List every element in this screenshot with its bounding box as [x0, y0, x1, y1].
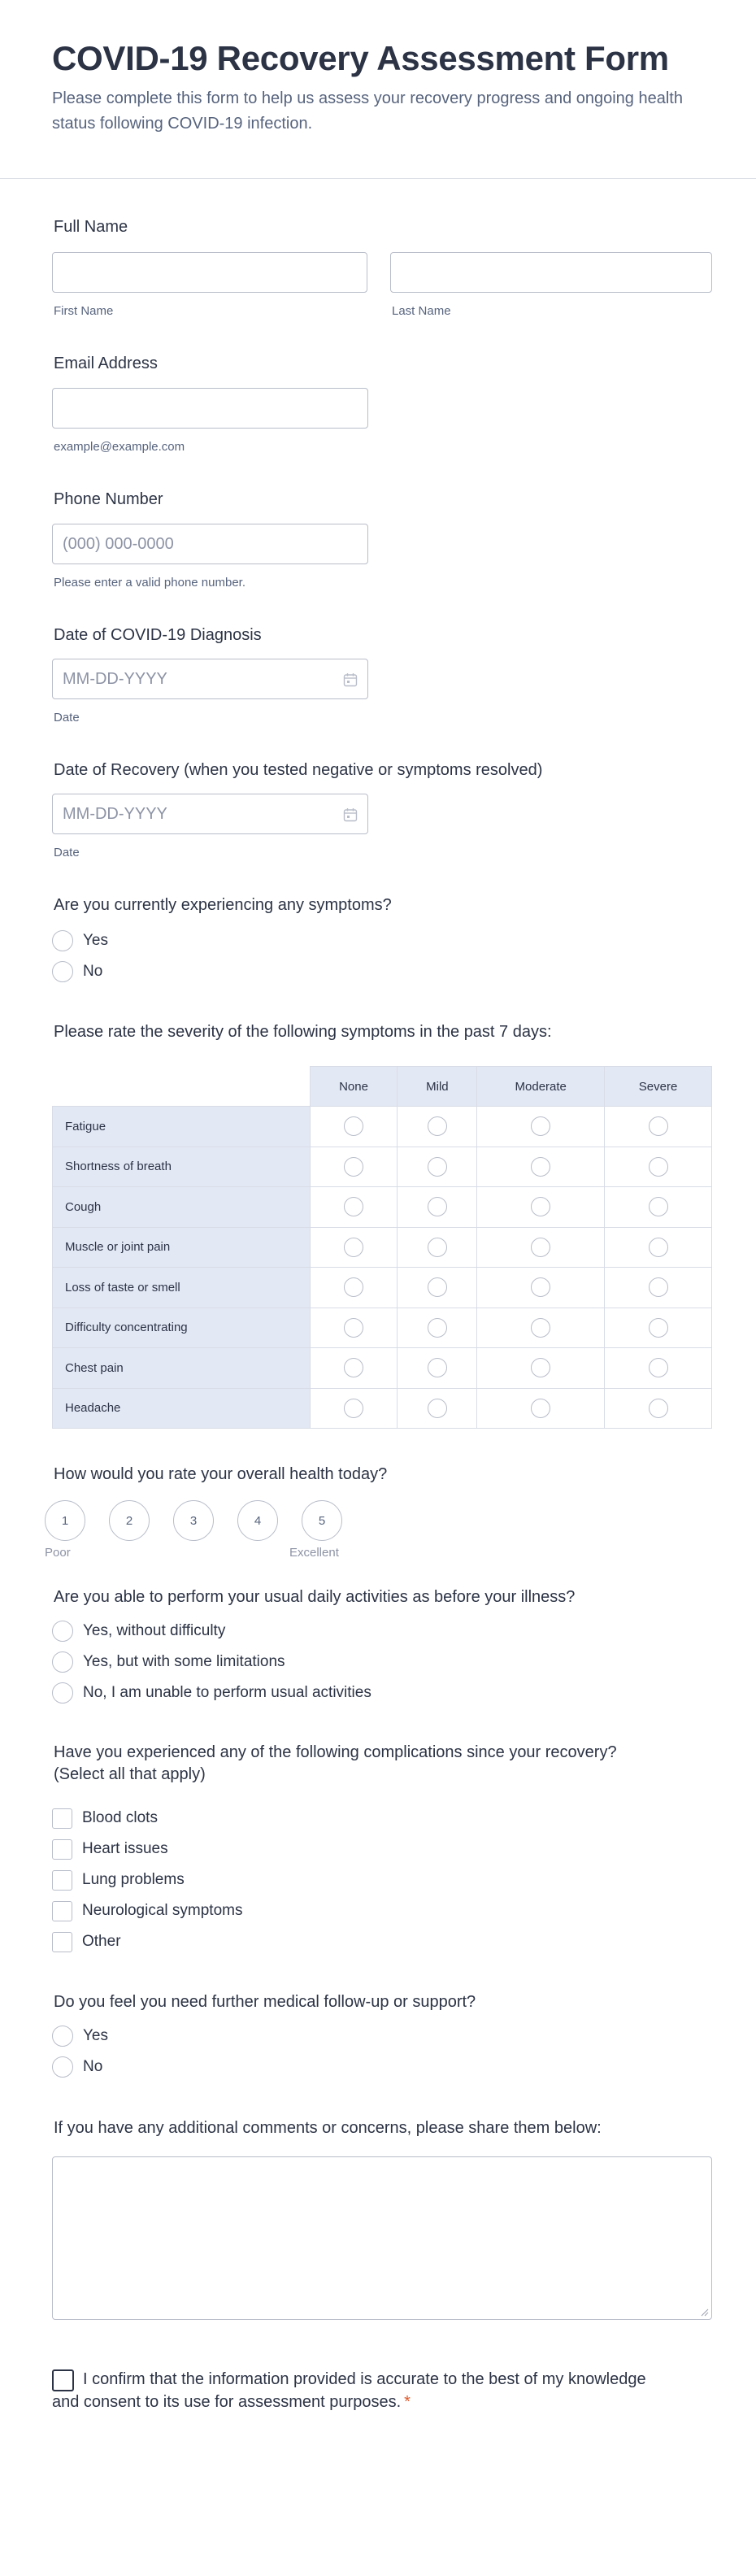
complications-label-line2: (Select all that apply) — [54, 1765, 206, 1783]
matrix-radio-moderate[interactable] — [531, 1277, 550, 1297]
daily-activities-option-2[interactable] — [52, 1651, 285, 1673]
followup-option-yes[interactable] — [52, 2025, 108, 2047]
calendar-icon[interactable] — [343, 672, 358, 687]
option-label: No, I am unable to perform usual activities — [83, 1684, 371, 1701]
daily-activities-option-3[interactable] — [52, 1682, 371, 1704]
daily-activities-option-1[interactable] — [52, 1620, 225, 1643]
matrix-cell — [310, 1388, 398, 1429]
recovery-date-input[interactable] — [53, 794, 367, 833]
matrix-radio-severe[interactable] — [649, 1116, 668, 1136]
radio-button[interactable] — [52, 961, 73, 982]
matrix-radio-none[interactable] — [344, 1157, 363, 1177]
matrix-row — [53, 1227, 712, 1268]
checkbox[interactable] — [52, 1932, 72, 1952]
checkbox[interactable] — [52, 1901, 72, 1921]
matrix-radio-none[interactable] — [344, 1318, 363, 1338]
last-name-sublabel: Last Name — [392, 304, 451, 318]
matrix-row-label: Difficulty concentrating — [53, 1308, 311, 1348]
matrix-radio-moderate[interactable] — [531, 1358, 550, 1377]
matrix-radio-none[interactable] — [344, 1277, 363, 1297]
option-label: Blood clots — [82, 1809, 158, 1826]
matrix-radio-moderate[interactable] — [531, 1238, 550, 1257]
diagnosis-date-label: Date of COVID-19 Diagnosis — [54, 626, 262, 644]
matrix-cell — [398, 1388, 477, 1429]
matrix-radio-mild[interactable] — [428, 1277, 447, 1297]
matrix-cell — [310, 1187, 398, 1228]
matrix-cell — [398, 1187, 477, 1228]
form-title: COVID-19 Recovery Assessment Form — [52, 39, 669, 77]
matrix-row — [53, 1308, 712, 1348]
option-label: Yes — [83, 932, 108, 949]
matrix-cell — [310, 1107, 398, 1147]
matrix-row — [53, 1348, 712, 1389]
rating-3-button[interactable]: 3 — [173, 1500, 214, 1541]
email-input[interactable] — [52, 388, 368, 429]
matrix-radio-none[interactable] — [344, 1399, 363, 1418]
matrix-radio-mild[interactable] — [428, 1238, 447, 1257]
matrix-row — [53, 1187, 712, 1228]
matrix-radio-moderate[interactable] — [531, 1318, 550, 1338]
checkbox[interactable] — [52, 1839, 72, 1860]
matrix-radio-mild[interactable] — [428, 1197, 447, 1216]
first-name-sublabel: First Name — [54, 304, 114, 318]
radio-button[interactable] — [52, 930, 73, 951]
matrix-radio-severe[interactable] — [649, 1238, 668, 1257]
diagnosis-date-field — [52, 659, 368, 699]
option-label: Lung problems — [82, 1871, 185, 1888]
matrix-cell — [310, 1348, 398, 1389]
radio-button[interactable] — [52, 1621, 73, 1642]
matrix-cell — [398, 1348, 477, 1389]
consent-statement — [52, 2368, 670, 2413]
matrix-row-label: Headache — [53, 1388, 311, 1429]
form-header — [0, 0, 756, 179]
matrix-cell — [477, 1107, 605, 1147]
matrix-radio-mild[interactable] — [428, 1318, 447, 1338]
matrix-radio-severe[interactable] — [649, 1277, 668, 1297]
radio-button[interactable] — [52, 2056, 73, 2078]
matrix-radio-none[interactable] — [344, 1197, 363, 1216]
matrix-radio-moderate[interactable] — [531, 1399, 550, 1418]
matrix-cell — [605, 1388, 712, 1429]
matrix-cell — [605, 1227, 712, 1268]
diagnosis-date-sublabel: Date — [54, 711, 80, 724]
matrix-cell — [398, 1147, 477, 1187]
matrix-cell — [477, 1308, 605, 1348]
matrix-radio-severe[interactable] — [649, 1318, 668, 1338]
matrix-radio-mild[interactable] — [428, 1157, 447, 1177]
matrix-cell — [310, 1268, 398, 1308]
complication-option-neurological[interactable] — [52, 1899, 242, 1922]
matrix-radio-severe[interactable] — [649, 1197, 668, 1216]
matrix-row-label: Loss of taste or smell — [53, 1268, 311, 1308]
phone-sublabel: Please enter a valid phone number. — [54, 576, 245, 590]
matrix-radio-none[interactable] — [344, 1358, 363, 1377]
matrix-row — [53, 1147, 712, 1187]
matrix-cell — [477, 1388, 605, 1429]
matrix-cell — [605, 1107, 712, 1147]
comments-label: If you have any additional comments or concerns, please share them below: — [54, 2119, 602, 2137]
required-asterisk: * — [404, 2393, 411, 2411]
radio-button[interactable] — [52, 1651, 73, 1673]
complication-option-blood-clots[interactable] — [52, 1807, 158, 1830]
consent-text: I confirm that the information provided is accurate to the best of my knowledge and consent to its use for assessment purposes. — [52, 2370, 646, 2411]
matrix-cell — [477, 1227, 605, 1268]
matrix-radio-moderate[interactable] — [531, 1116, 550, 1136]
matrix-col-none: None — [310, 1067, 398, 1107]
matrix-cell — [398, 1308, 477, 1348]
rating-4-button[interactable]: 4 — [237, 1500, 278, 1541]
matrix-col-mild: Mild — [398, 1067, 477, 1107]
option-label: Other — [82, 1933, 121, 1950]
matrix-radio-severe[interactable] — [649, 1358, 668, 1377]
complications-label — [54, 1742, 617, 1786]
matrix-cell — [605, 1268, 712, 1308]
diagnosis-date-input[interactable] — [53, 659, 367, 698]
email-sublabel: example@example.com — [54, 440, 185, 454]
matrix-cell — [398, 1107, 477, 1147]
severity-matrix — [52, 1066, 712, 1429]
option-label: Neurological symptoms — [82, 1902, 243, 1919]
matrix-cell — [605, 1187, 712, 1228]
first-name-input[interactable] — [52, 252, 367, 293]
matrix-cell — [605, 1348, 712, 1389]
matrix-cell — [310, 1308, 398, 1348]
radio-button[interactable] — [52, 2026, 73, 2047]
matrix-row — [53, 1107, 712, 1147]
complication-option-lung-problems[interactable] — [52, 1869, 185, 1891]
current-symptoms-label: Are you currently experiencing any symptoms? — [54, 896, 392, 914]
matrix-radio-mild[interactable] — [428, 1399, 447, 1418]
form-subtitle: Please complete this form to help us assess your recovery progress and ongoing health status following COVID-19 infection. — [52, 89, 683, 133]
matrix-col-moderate: Moderate — [477, 1067, 605, 1107]
matrix-cell — [477, 1348, 605, 1389]
matrix-corner — [53, 1067, 311, 1107]
phone-input[interactable] — [52, 524, 368, 564]
matrix-radio-moderate[interactable] — [531, 1197, 550, 1216]
option-label: Yes, without difficulty — [83, 1622, 226, 1639]
recovery-date-sublabel: Date — [54, 846, 80, 859]
matrix-cell — [605, 1147, 712, 1187]
matrix-radio-moderate[interactable] — [531, 1157, 550, 1177]
checkbox[interactable] — [52, 1870, 72, 1891]
matrix-radio-severe[interactable] — [649, 1157, 668, 1177]
recovery-date-field — [52, 794, 368, 834]
followup-label: Do you feel you need further medical follow-up or support? — [54, 1993, 476, 2011]
matrix-radio-none[interactable] — [344, 1116, 363, 1136]
calendar-icon[interactable] — [343, 807, 358, 822]
phone-label: Phone Number — [54, 490, 163, 508]
last-name-input[interactable] — [390, 252, 712, 293]
rating-5-button[interactable]: 5 — [302, 1500, 342, 1541]
option-label: Yes, but with some limitations — [83, 1653, 285, 1670]
matrix-row — [53, 1388, 712, 1429]
matrix-cell — [398, 1268, 477, 1308]
matrix-cell — [310, 1147, 398, 1187]
followup-option-no[interactable] — [52, 2056, 102, 2078]
matrix-row-label: Shortness of breath — [53, 1147, 311, 1187]
option-label: Heart issues — [82, 1840, 168, 1857]
matrix-radio-severe[interactable] — [649, 1399, 668, 1418]
daily-activities-label: Are you able to perform your usual daily activities as before your illness? — [54, 1588, 576, 1606]
matrix-cell — [398, 1227, 477, 1268]
rating-low-caption: Poor — [45, 1546, 71, 1560]
full-name-label: Full Name — [54, 218, 128, 236]
resize-grip-icon[interactable] — [699, 2307, 709, 2317]
checkbox[interactable] — [52, 1808, 72, 1829]
rating-2-button[interactable]: 2 — [109, 1500, 150, 1541]
matrix-cell — [605, 1308, 712, 1348]
rating-1-button[interactable]: 1 — [45, 1500, 85, 1541]
option-label: Yes — [83, 2027, 108, 2044]
option-label: No — [83, 963, 103, 980]
matrix-cell — [477, 1187, 605, 1228]
matrix-cell — [477, 1268, 605, 1308]
matrix-row-label: Fatigue — [53, 1107, 311, 1147]
matrix-row — [53, 1268, 712, 1308]
option-label: No — [83, 2058, 103, 2075]
complications-label-line1: Have you experienced any of the following complications since your recovery? — [54, 1743, 617, 1761]
matrix-radio-mild[interactable] — [428, 1116, 447, 1136]
recovery-date-label: Date of Recovery (when you tested negative or symptoms resolved) — [54, 761, 543, 779]
rating-high-caption: Excellent — [289, 1546, 339, 1560]
matrix-cell — [310, 1227, 398, 1268]
current-symptoms-option-yes[interactable] — [52, 929, 108, 952]
current-symptoms-option-no[interactable] — [52, 960, 102, 983]
matrix-row-label: Muscle or joint pain — [53, 1227, 311, 1268]
matrix-row-label: Cough — [53, 1187, 311, 1228]
matrix-col-severe: Severe — [605, 1067, 712, 1107]
complication-option-other[interactable] — [52, 1930, 121, 1953]
matrix-body — [53, 1107, 712, 1429]
matrix-cell — [477, 1147, 605, 1187]
matrix-radio-none[interactable] — [344, 1238, 363, 1257]
email-label: Email Address — [54, 355, 158, 372]
complication-option-heart-issues[interactable] — [52, 1838, 168, 1860]
overall-health-label: How would you rate your overall health today? — [54, 1465, 388, 1483]
comments-textarea[interactable] — [52, 2156, 712, 2320]
matrix-row-label: Chest pain — [53, 1348, 311, 1389]
matrix-radio-mild[interactable] — [428, 1358, 447, 1377]
radio-button[interactable] — [52, 1682, 73, 1704]
severity-label: Please rate the severity of the following symptoms in the past 7 days: — [54, 1023, 552, 1041]
